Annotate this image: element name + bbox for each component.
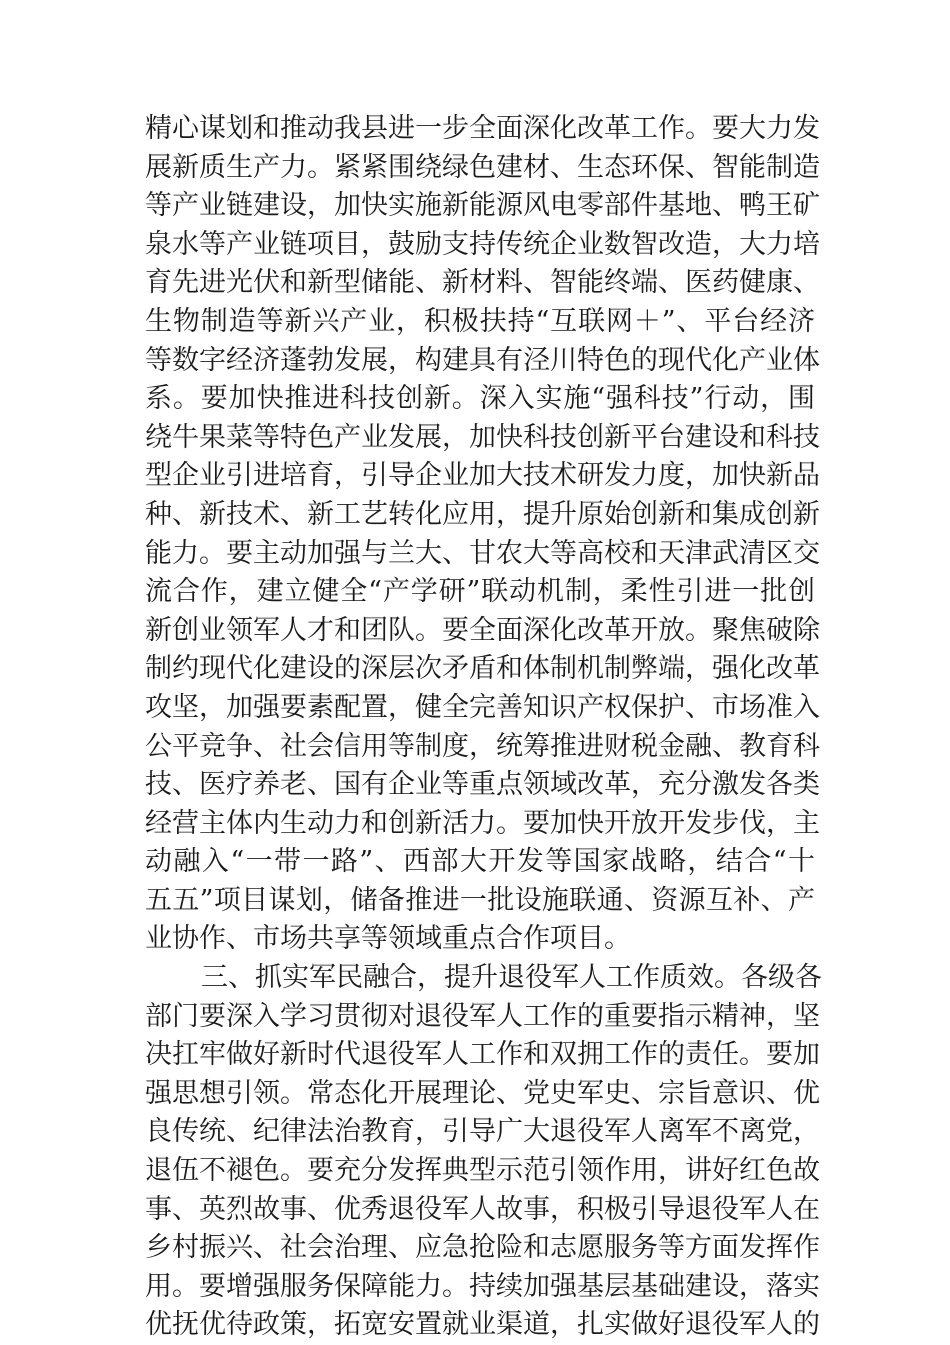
text-line: 攻坚，加强要素配置，健全完善知识产权保护、市场准入 [145, 691, 820, 723]
text-line: 部门要深入学习贯彻对退役军人工作的重要指示精神，坚 [145, 1000, 820, 1032]
text-line: 新创业领军人才和团队。要全面深化改革开放。聚焦破除 [145, 614, 820, 646]
text-line: 用。要增强服务保障能力。持续加强基层基础建设，落实 [145, 1270, 820, 1302]
text-line: 强思想引领。常态化开展理论、党史军史、宗旨意识、优 [145, 1077, 820, 1109]
text-line: 业协作、市场共享等领域重点合作项目。 [145, 923, 631, 955]
text-line: 技、医疗养老、国有企业等重点领域改革，充分激发各类 [145, 769, 820, 801]
text-line: 系。要加快推进科技创新。深入实施“强科技”行动，围 [145, 383, 815, 415]
text-line: 型企业引进培育，引导企业加大技术研发力度，加快新品 [145, 460, 820, 492]
text-line: 事、英烈故事、优秀退役军人故事，积极引导退役军人在 [145, 1193, 820, 1225]
text-line: 精心谋划和推动我县进一步全面深化改革工作。要大力发 [145, 113, 820, 144]
text-line: 五五”项目谋划，储备推进一批设施联通、资源互补、产 [145, 884, 815, 916]
text-line: 退伍不褪色。要充分发挥典型示范引领作用，讲好红色故 [145, 1155, 820, 1187]
body-text [145, 110, 822, 1345]
text-line: 生物制造等新兴产业，积极扶持“互联网＋”、平台经济 [145, 305, 815, 337]
text-line: 决扛牢做好新时代退役军人工作和双拥工作的责任。要加 [145, 1039, 820, 1071]
text-line: 育先进光伏和新型储能、新材料、智能终端、医药健康、 [145, 267, 820, 299]
text-line: 绕牛果菜等特色产业发展，加快科技创新平台建设和科技 [145, 421, 820, 453]
text-line: 优抚优待政策，拓宽安置就业渠道，扎实做好退役军人的 [145, 1309, 820, 1341]
text-line: 等数字经济蓬勃发展，构建具有泾川特色的现代化产业体 [145, 344, 820, 376]
text-line: 公平竞争、社会信用等制度，统筹推进财税金融、教育科 [145, 730, 820, 762]
text-line: 经营主体内生动力和创新活力。要加快开放开发步伐，主 [145, 807, 820, 839]
text-line: 制约现代化建设的深层次矛盾和体制机制弊端，强化改革 [145, 653, 820, 685]
text-line: 能力。要主动加强与兰大、甘农大等高校和天津武清区交 [145, 537, 820, 569]
text-line: 动融入“一带一路”、西部大开发等国家战略，结合“十 [145, 846, 815, 878]
text-line: 等产业链建设，加快实施新能源风电零部件基地、鸭王矿 [145, 190, 820, 222]
text-line: 种、新技术、新工艺转化应用，提升原始创新和集成创新 [145, 498, 820, 530]
section-heading-line: 三、抓实军民融合，提升退役军人工作质效。各级各 [201, 962, 822, 994]
text-line: 泉水等产业链项目，鼓励支持传统企业数智改造，大力培 [145, 228, 820, 260]
text-line: 展新质生产力。紧紧围绕绿色建材、生态环保、智能制造 [145, 151, 820, 183]
text-line: 流合作，建立健全“产学研”联动机制，柔性引进一批创 [145, 576, 815, 608]
text-line: 乡村振兴、社会治理、应急抢险和志愿服务等方面发挥作 [145, 1232, 820, 1264]
text-line: 良传统、纪律法治教育，引导广大退役军人离军不离党， [145, 1116, 820, 1148]
